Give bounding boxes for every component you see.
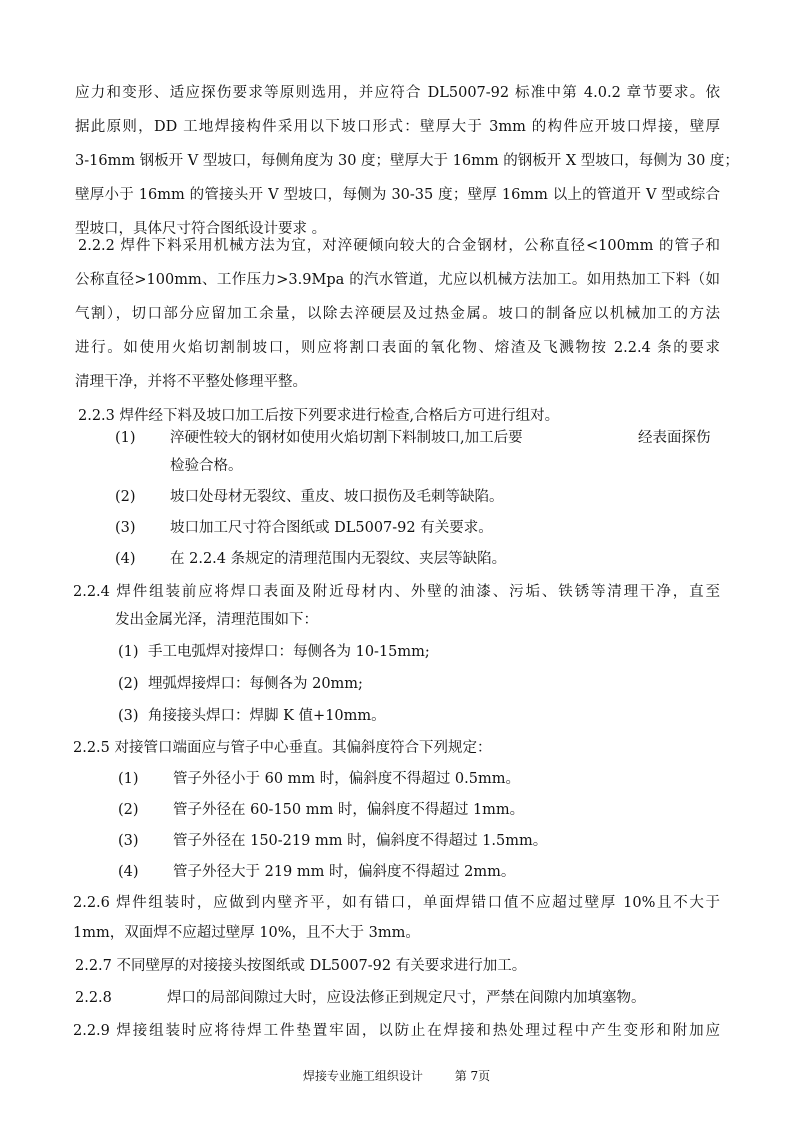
text-line: 应力和变形、适应探伤要求等原则选用，并应符合 DL5007-92 标准中第 4.0.2 章节要求。依 xyxy=(75,85,720,101)
item-text: 埋弧焊接焊口：每侧各为 20mm; xyxy=(148,676,363,692)
item-number: (1) xyxy=(118,644,139,660)
text-line: 2.2.4 焊件组装前应将焊口表面及附近母材内、外壁的油漆、污垢、铁锈等清理干净，直至 xyxy=(73,584,721,600)
item-text: 坡口处母材无裂纹、重皮、坡口损伤及毛刺等缺陷。 xyxy=(170,489,504,505)
text-line: 进行。如使用火焰切割制坡口，则应将割口表面的氧化物、熔渣及飞溅物按 2.2.4 条的要求 xyxy=(75,340,720,356)
item-number: (3) xyxy=(118,708,139,724)
section-2-2-9: 2.2.9 焊接组装时应将待焊工件垫置牢固，以防止在焊接和热处理过程中产生变形和附加应 xyxy=(73,1023,721,1039)
item-number: (4) xyxy=(118,864,139,880)
item-text: 坡口加工尺寸符合图纸或 DL5007-92 有关要求。 xyxy=(170,520,493,536)
text-line: 型坡口，具体尺寸符合图纸设计要求 。 xyxy=(75,221,327,237)
item-text: 淬硬性较大的钢材如使用火焰切割下料制坡口,加工后要 xyxy=(170,430,523,446)
page-number: 第 7页 xyxy=(454,1069,491,1083)
footer-title: 焊接专业施工组织设计 xyxy=(302,1069,423,1083)
item-text: 管子外径小于 60 mm 时，偏斜度不得超过 0.5mm。 xyxy=(173,771,520,787)
item-text: 在 2.2.4 条规定的清理范围内无裂纹、夹层等缺陷。 xyxy=(170,551,507,567)
item-number: (2) xyxy=(118,676,139,692)
section-heading: 2.2.3 焊件经下料及坡口加工后按下列要求进行检查,合格后方可进行组对。 xyxy=(78,408,560,424)
item-text: 检验合格。 xyxy=(170,458,243,474)
item-number: (3) xyxy=(115,520,136,536)
text-line: 2.2.6 焊件组装时，应做到内壁齐平，如有错口，单面焊错口值不应超过壁厚 10%且不大于 xyxy=(73,895,720,911)
text-line: 3-16mm 钢板开 V 型坡口，每侧角度为 30 度；壁厚大于 16mm 的钢板开 X 型坡口，每侧为 30 度； xyxy=(75,153,739,169)
text-line: 1mm，双面焊不应超过壁厚 10%，且不大于 3mm。 xyxy=(73,925,420,941)
text-line: 据此原则，DD 工地焊接构件采用以下坡口形式：壁厚大于 3mm 的构件应开坡口焊接，壁厚 xyxy=(75,119,720,135)
item-number: (3) xyxy=(118,833,139,849)
item-number: (1) xyxy=(118,771,139,787)
text-line: 公称直径>100mm、工作压力>3.9Mpa 的汽水管道，尤应以机械方法加工。如用热加工下料（如 xyxy=(75,272,720,288)
section-heading: 2.2.5 对接管口端面应与管子中心垂直。其偏斜度符合下列规定： xyxy=(73,740,492,756)
section-2-2-7: 2.2.7 不同壁厚的对接接头按图纸或 DL5007-92 有关要求进行加工。 xyxy=(75,958,527,974)
text-line: 气割），切口部分应留加工余量，以除去淬硬层及过热金属。坡口的制备应以机械加工的方法 xyxy=(75,306,720,322)
text-line: 发出金属光泽，清理范围如下： xyxy=(115,612,318,628)
item-number: (2) xyxy=(118,802,139,818)
section-text: 焊口的局部间隙过大时，应设法修正到规定尺寸，严禁在间隙内加填塞物。 xyxy=(167,990,646,1006)
text-line: 清理干净，并将不平整处修理平整。 xyxy=(75,374,307,390)
item-number: (1) xyxy=(115,430,136,446)
item-text: 管子外径大于 219 mm 时，偏斜度不得超过 2mm。 xyxy=(173,864,516,880)
item-number: (4) xyxy=(115,551,136,567)
text-line: 壁厚小于 16mm 的管接头开 V 型坡口，每侧为 30-35 度；壁厚 16mm 以上的管道开 V 型或综合 xyxy=(75,187,720,203)
item-number: (2) xyxy=(115,489,136,505)
page-footer xyxy=(0,1067,793,1084)
item-text: 角接接头焊口：焊脚 K 值+10mm。 xyxy=(148,708,386,724)
text-line: 2.2.2 焊件下料采用机械方法为宜，对淬硬倾向较大的合金钢材，公称直径<100mm 的管子和 xyxy=(78,238,720,254)
item-text: 手工电弧焊对接焊口：每侧各为 10-15mm; xyxy=(148,644,430,660)
item-text: 经表面探伤 xyxy=(638,430,711,446)
item-text: 管子外径在 60-150 mm 时，偏斜度不得超过 1mm。 xyxy=(173,802,525,818)
item-text: 管子外径在 150-219 mm 时，偏斜度不得超过 1.5mm。 xyxy=(173,833,548,849)
section-number: 2.2.8 xyxy=(75,990,112,1006)
